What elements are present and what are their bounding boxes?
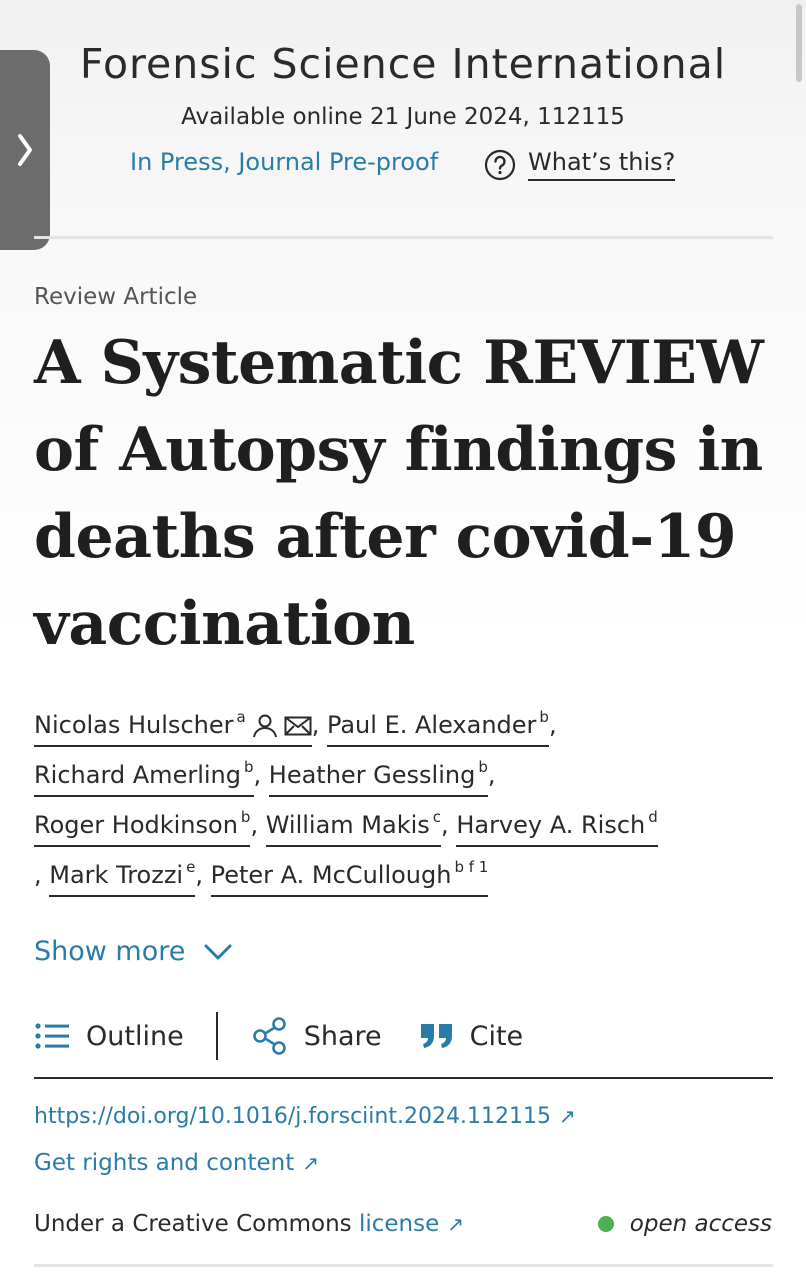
author-link[interactable]: William Makis $^c$ [266,809,441,847]
divider [34,1264,773,1267]
external-link-icon: ↗ [302,1151,320,1175]
license-line [34,1211,464,1237]
external-link-icon: ↗ [558,1104,576,1128]
chevron-down-icon [203,942,233,962]
author-link[interactable]: Roger Hodkinson $^b$ [34,809,250,847]
cite-label: Cite [469,1020,524,1052]
divider [34,1077,773,1079]
rights-link[interactable]: Get rights and content ↗ [34,1150,320,1176]
outline-button[interactable] [34,1021,184,1052]
person-icon [252,713,278,739]
author-link[interactable]: Nicolas Hulscher $^a$ [34,709,312,747]
open-access-label: open access [629,1211,772,1237]
share-button[interactable] [252,1017,382,1055]
author-link[interactable]: Paul E. Alexander $^b$ [327,709,549,747]
whats-this-label: What’s this? [528,148,675,181]
license-prefix: Under a Creative Commons [34,1211,352,1237]
question-circle-icon [484,149,516,181]
open-access-badge [598,1211,772,1237]
article-actions [34,1010,523,1062]
available-online: Available online 21 June 2024, 112115 [181,104,625,130]
cite-button[interactable] [420,1021,524,1052]
author-link[interactable]: Harvey A. Risch $^d$ [456,809,657,847]
outline-label: Outline [86,1020,184,1052]
list-icon [34,1022,70,1050]
share-icon [252,1017,288,1055]
envelope-icon [284,715,312,737]
press-status-row [0,148,806,188]
divider [34,236,773,239]
author-link[interactable]: Heather Gessling $^b$ [269,759,488,797]
author-list: Nicolas Hulscher $^a$ , Paul E. Alexander $^b$, Richard Amerling $^b$, Heather Gessling $^b$, Roger Hodkinson $^b$, William Makis $^c$, Harvey A. Risch $^d$ , Mark Trozzi $^e$, Peter A. McCullough $^{b f 1}$ [34,700,784,900]
press-status-link[interactable]: In Press, Journal Pre-proof [130,148,439,176]
doi-link[interactable]: https://doi.org/10.1016/j.forsciint.2024.112115 ↗ [34,1104,576,1129]
action-divider [216,1012,218,1060]
article-type: Review Article [34,284,198,310]
whats-this-button[interactable] [484,148,675,181]
author-link[interactable]: Mark Trozzi $^e$ [49,859,195,897]
author-link[interactable]: Peter A. McCullough $^{b f 1}$ [211,859,489,897]
open-access-dot-icon [598,1216,614,1232]
article-title: A Systematic REVIEW of Autopsy findings in deaths after covid-19 vaccination [34,328,764,659]
journal-name[interactable]: Forensic Science International [79,40,727,88]
show-more-button[interactable] [34,936,233,967]
show-more-label: Show more [34,936,186,967]
author-link[interactable]: Richard Amerling $^b$ [34,759,254,797]
share-label: Share [303,1020,382,1052]
license-link[interactable]: license ↗ [358,1211,465,1237]
external-link-icon: ↗ [447,1212,465,1236]
quote-icon [420,1022,454,1050]
